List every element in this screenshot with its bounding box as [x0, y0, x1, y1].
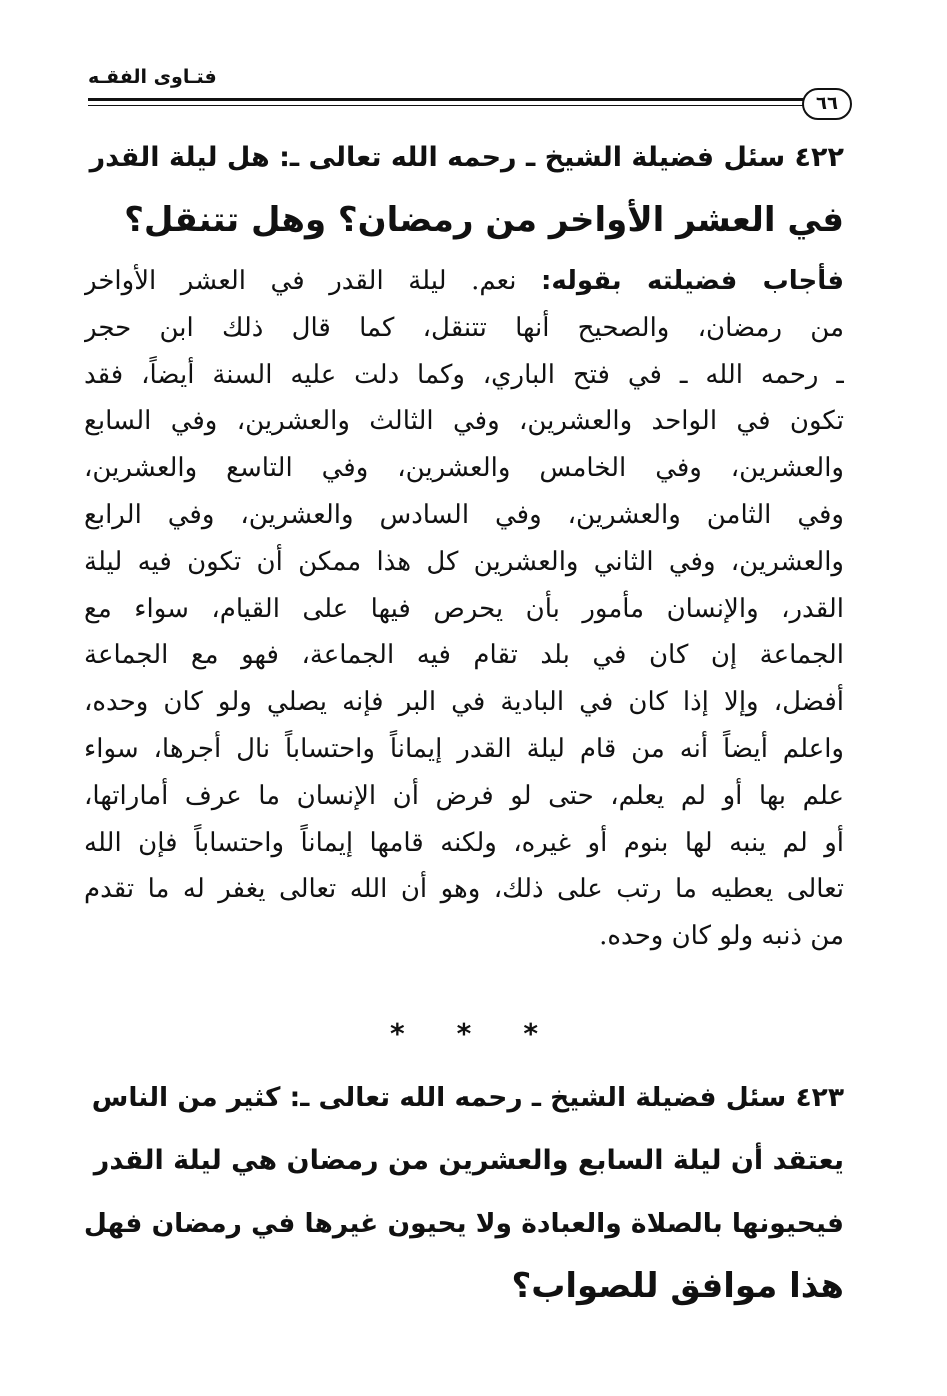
answer-line: وفي الثامن والعشرين، وفي السادس والعشرين، وفي الرابع [84, 499, 844, 530]
separator-star: * [456, 1017, 472, 1050]
header-rule-thick [88, 98, 810, 101]
section-separator [84, 1014, 844, 1054]
answer-line: والعشرين، وفي الخامس والعشرين، وفي التاسع والعشرين، [84, 453, 844, 484]
answer-first-line-text: نعم. ليلة القدر في العشر الأواخر [84, 266, 541, 296]
question-line: يعتقد أن ليلة السابع والعشرين من رمضان هي ليلة القدر [93, 1145, 844, 1176]
answer-line: تعالى يعطيه ما رتب على ذلك، وهو أن الله تعالى يغفر له ما تقدم [84, 874, 844, 905]
question-422 [84, 126, 844, 252]
answer-line: أفضل، وإلا إذا كان في البادية في البر فإنه يصلي ولو كان وحده، [84, 687, 844, 718]
question-line: ٤٢٢ سئل فضيلة الشيخ ـ رحمه الله تعالى ـ: هل ليلة القدر [89, 142, 844, 173]
answer-intro: فأجاب فضيلته بقوله: [540, 266, 844, 296]
separator-star: * [390, 1017, 405, 1050]
header-rule-thin [88, 105, 810, 106]
question-line: ٤٢٣ سئل فضيلة الشيخ ـ رحمه الله تعالى ـ: كثير من الناس [91, 1082, 844, 1113]
answer-line: واعلم أيضاً أنه من قام ليلة القدر إيماناً واحتساباً نال أجرها، سواء [84, 733, 844, 764]
question-line: فيحيونها بالصلاة والعبادة ولا يحيون غيرها في رمضان فهل [84, 1208, 844, 1239]
question-line: في العشر الأواخر من رمضان؟ وهل تتنقل؟ [124, 200, 844, 240]
question-423 [84, 1066, 844, 1318]
answer-line: من رمضان، والصحيح أنها تتنقل، كما قال ذلك ابن حجر [84, 312, 844, 343]
answer-line: الجماعة إن كان في بلد تقام فيه الجماعة، فهو مع الجماعة [84, 640, 844, 671]
running-header-title: فتـاوى الفقـه [88, 66, 217, 88]
separator-star: * [523, 1017, 538, 1050]
answer-last-line: من ذنبه ولو كان وحده. [599, 921, 844, 952]
answer-line: والعشرين، وفي الثاني والعشرين كل هذا ممكن أن تكون فيه ليلة [84, 546, 844, 577]
answer-line: تكون في الواحد والعشرين، وفي الثالث والعشرين، وفي السابع [84, 406, 844, 437]
answer-first-line [84, 258, 844, 305]
answer-line: ـ رحمه الله ـ في فتح الباري، وكما دلت عليه السنة أيضاً، فقد [84, 359, 844, 390]
answer-line: أو لم ينبه لها بنوم أو غيره، ولكنه قامها إيماناً واحتساباً فإن الله [84, 827, 844, 858]
answer-line: علم بها أو لم يعلم، حتى لو فرض أن الإنسان ما عرف أماراتها، [84, 780, 844, 811]
question-line: هذا موافق للصواب؟ [511, 1266, 844, 1306]
answer-line: القدر، والإنسان مأمور بأن يحرص فيها على القيام، سواء مع [84, 593, 844, 624]
answer-422 [84, 258, 844, 960]
page-number: ٦٦ [802, 88, 852, 120]
